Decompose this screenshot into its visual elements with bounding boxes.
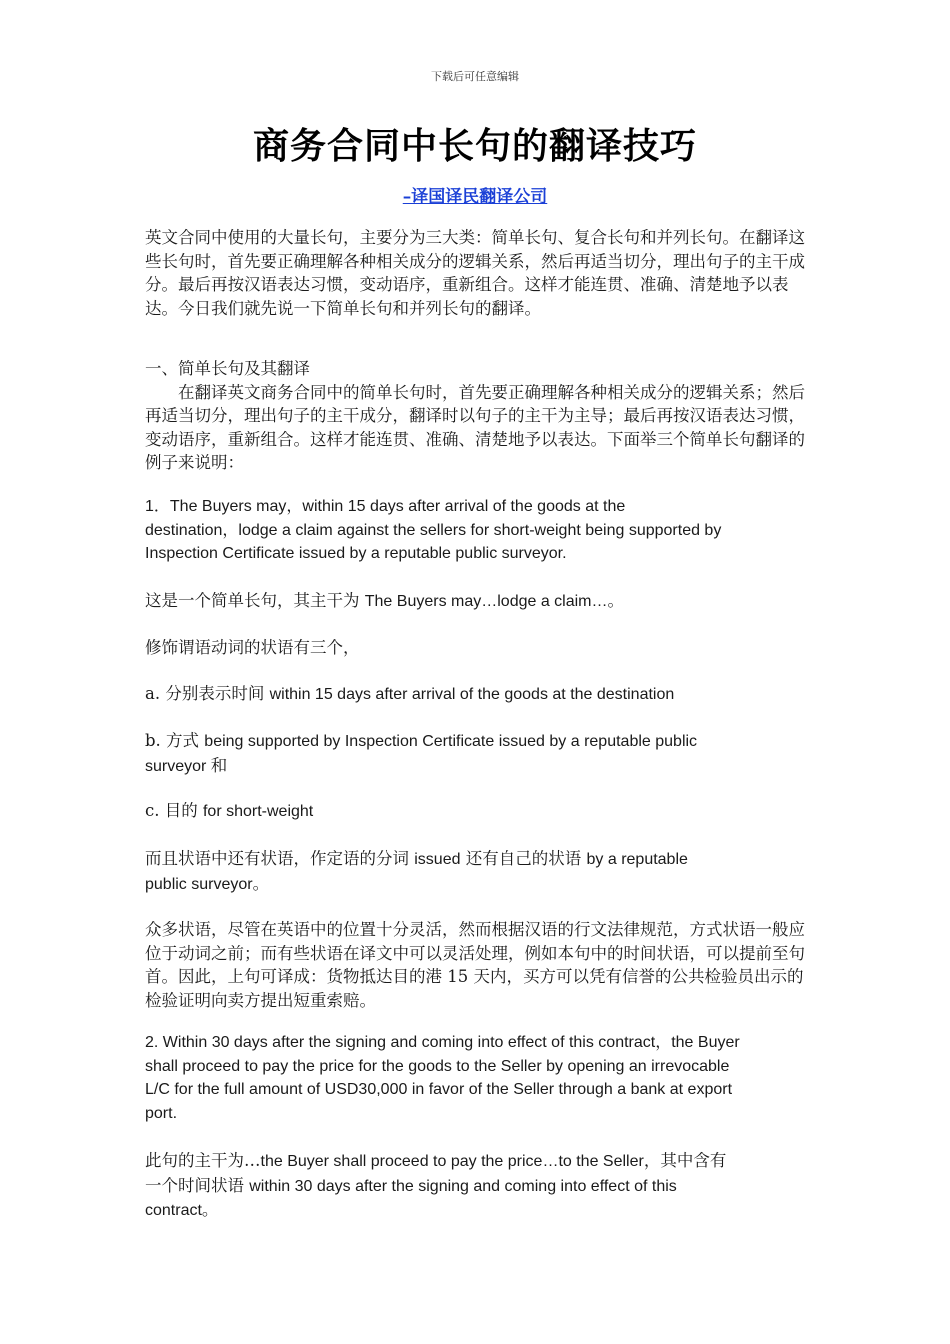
section1-heading: 一、简单长句及其翻译 bbox=[145, 359, 310, 378]
text-zh: c. 目的 bbox=[145, 801, 203, 820]
example1-main-clause bbox=[145, 589, 810, 614]
header-note: 下载后可任意编辑 bbox=[431, 70, 519, 83]
example2-line: port. bbox=[145, 1104, 178, 1122]
text-zh: 和 bbox=[210, 755, 228, 775]
intro-text: 英文合同中使用的大量长句，主要分为三大类：简单长句、复合长句和并列长句。在翻译这些长句时，首先要正确理解各种相关成分的逻辑关系，然后再适当切分，理出句子的主干成分。最后再按汉语表达习惯，变动语序，重新组合。这样才能连贯、准确、清楚地予以表达。今日我们就先说一下简单长句和并列长句的翻译。 bbox=[145, 228, 805, 318]
text-en: The Buyers may…lodge a claim… bbox=[364, 593, 608, 610]
example1-line: Inspection Certificate issued by a reputable public surveyor. bbox=[145, 545, 567, 562]
example1-modifiers bbox=[145, 636, 810, 660]
text-en: by a reputable bbox=[586, 851, 688, 868]
text-en: surveyor bbox=[145, 757, 211, 775]
example2-main-clause bbox=[145, 1149, 810, 1223]
text-en: for short-weight bbox=[202, 803, 314, 820]
example2-line: 2. Within 30 days after the signing and coming into effect of this contract，the Buyer bbox=[145, 1034, 740, 1051]
text-zh: 还有自己的状语 bbox=[460, 849, 587, 868]
text-zh: 。 bbox=[607, 591, 625, 610]
translation-text: 众多状语，尽管在英语中的位置十分灵活，然而根据汉语的行文法律规范，方式状语一般应位于动词之前；而有些状语在译文中可以灵活处理，例如本句中的时间状语，可以提前至句首。因此，上句可译成：货物抵达目的港 15 天内，买方可以凭有信誉的公共检验员出示的检验证明向卖方提出短重索赔。 bbox=[145, 920, 805, 1010]
text-zh: 而且状语中还有状语，作定语的分词 bbox=[145, 849, 415, 868]
example1-sentence bbox=[145, 495, 810, 566]
example2-sentence bbox=[145, 1031, 810, 1125]
text-zh: ，其中含有 bbox=[643, 1151, 727, 1170]
company-link[interactable]: –译国译民翻译公司 bbox=[402, 187, 548, 207]
text-zh: 此句的主干为… bbox=[145, 1151, 261, 1170]
text-en: the Buyer shall proceed to pay the price…to the Seller bbox=[260, 1153, 644, 1170]
section1 bbox=[145, 357, 810, 475]
text-en: within 15 days after arrival of the goods at the destination bbox=[269, 686, 675, 703]
example1-line: destination，lodge a claim against the sellers for short-weight being supported by bbox=[145, 521, 722, 539]
text-zh: 一个时间状语 bbox=[145, 1175, 250, 1195]
intro-paragraph bbox=[145, 226, 810, 320]
example1-note bbox=[145, 847, 810, 896]
section1-paragraph: 在翻译英文商务合同中的简单长句时，首先要正确理解各种相关成分的逻辑关系；然后再适当切分，理出句子的主干成分，翻译时以句子的主干为主导；最后再按汉语表达习惯，变动语序，重新组合。这样才能连贯、准确、清楚地予以表达。下面举三个简单长句翻译的例子来说明： bbox=[145, 382, 805, 472]
text-en: public surveyor bbox=[145, 875, 253, 893]
text-zh: 这是一个简单长句，其主干为 bbox=[145, 591, 365, 610]
example1-item-b bbox=[145, 729, 810, 778]
text-zh: a. 分别表示时间 bbox=[145, 684, 270, 703]
example1-item-a bbox=[145, 682, 810, 707]
text-zh: b. 方式 bbox=[145, 731, 205, 750]
example2-line: L/C for the full amount of USD30,000 in favor of the Seller through a bank at export bbox=[145, 1081, 733, 1098]
page-title: 商务合同中长句的翻译技巧 bbox=[252, 125, 697, 167]
text-en: contract bbox=[145, 1202, 202, 1219]
example1-line: 1．The Buyers may，within 15 days after arrival of the goods at the bbox=[145, 498, 626, 515]
text-zh: 。 bbox=[252, 873, 270, 893]
example2-line: shall proceed to pay the price for the goods to the Seller by opening an irrevocable bbox=[145, 1057, 730, 1075]
text-zh: 。 bbox=[201, 1200, 219, 1219]
text-en: within 30 days after the signing and coming into effect of this bbox=[249, 1177, 677, 1195]
text-en: issued bbox=[414, 851, 461, 868]
modifiers-text: 修饰谓语动词的状语有三个， bbox=[145, 638, 360, 657]
example1-translation bbox=[145, 918, 810, 1012]
subtitle bbox=[0, 182, 950, 207]
text-en: being supported by Inspection Certificate issued by a reputable public bbox=[204, 733, 698, 750]
example1-item-c bbox=[145, 799, 810, 824]
